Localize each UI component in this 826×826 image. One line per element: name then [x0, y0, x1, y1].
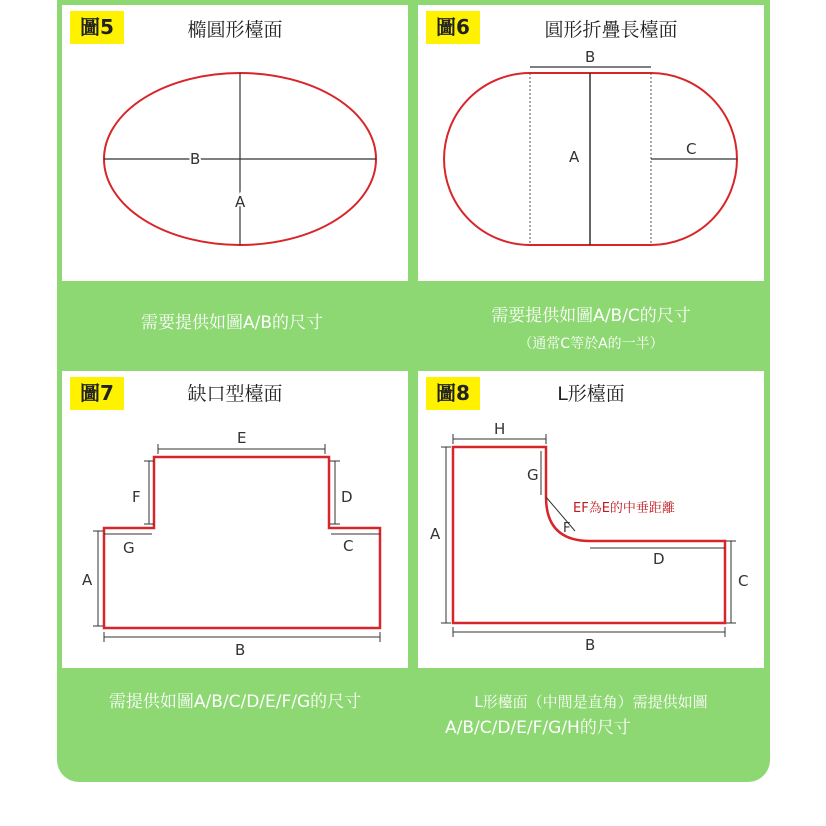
ef-annotation: EF為E的中垂距離 — [573, 501, 675, 516]
notched-outline — [104, 457, 380, 628]
label-a: A — [430, 525, 441, 543]
figure-tag: 圖5 — [70, 11, 124, 44]
label-b: B — [585, 636, 596, 654]
caption-panel-6-note: （通常C等於A的一半） — [518, 336, 664, 352]
label-a: A — [82, 571, 93, 589]
notched-diagram — [62, 371, 408, 668]
ellipse-diagram — [62, 5, 408, 281]
panel-folding-oval — [418, 5, 764, 281]
label-d: D — [341, 488, 353, 506]
label-d: D — [653, 550, 665, 568]
label-f: F — [132, 488, 141, 506]
label-b: B — [235, 641, 246, 659]
label-h: H — [494, 420, 506, 438]
label-c: C — [686, 140, 697, 158]
panel-title: 圓形折疊長檯面 — [544, 19, 678, 41]
caption-panel-6: 需要提供如圖A/B/C的尺寸 — [491, 306, 691, 326]
caption-panel-5: 需要提供如圖A/B的尺寸 — [140, 313, 324, 333]
label-b: B — [585, 48, 596, 66]
label-c: C — [343, 537, 354, 555]
caption-panel-8-line2: A/B/C/D/E/F/G/H的尺寸 — [445, 718, 631, 738]
caption-panel-8: L形檯面（中間是直角）需提供如圖 — [474, 693, 708, 711]
panel-title: 缺口型檯面 — [187, 383, 283, 405]
l-shape-diagram — [418, 371, 764, 668]
label-b: B — [190, 150, 201, 168]
caption-panel-7: 需提供如圖A/B/C/D/E/F/G的尺寸 — [108, 692, 362, 712]
label-e: E — [237, 429, 247, 447]
panel-title: 橢圓形檯面 — [187, 19, 283, 41]
l-shape-outline — [453, 447, 725, 623]
figure-tag: 圖8 — [426, 377, 480, 410]
folding-oval-diagram — [418, 5, 764, 281]
panel-ellipse — [62, 5, 408, 281]
panel-l-shape — [418, 371, 764, 668]
label-g: G — [527, 466, 539, 484]
label-f: F — [563, 521, 571, 536]
green-board — [57, 0, 770, 782]
label-g: G — [123, 539, 135, 557]
label-a: A — [235, 193, 246, 211]
figure-tag: 圖6 — [426, 11, 480, 44]
label-c: C — [738, 572, 749, 590]
figure-tag: 圖7 — [70, 377, 124, 410]
panel-title: L形檯面 — [557, 383, 625, 405]
dimension-line-ef — [546, 497, 575, 531]
panel-notched — [62, 371, 408, 668]
label-a: A — [569, 148, 580, 166]
